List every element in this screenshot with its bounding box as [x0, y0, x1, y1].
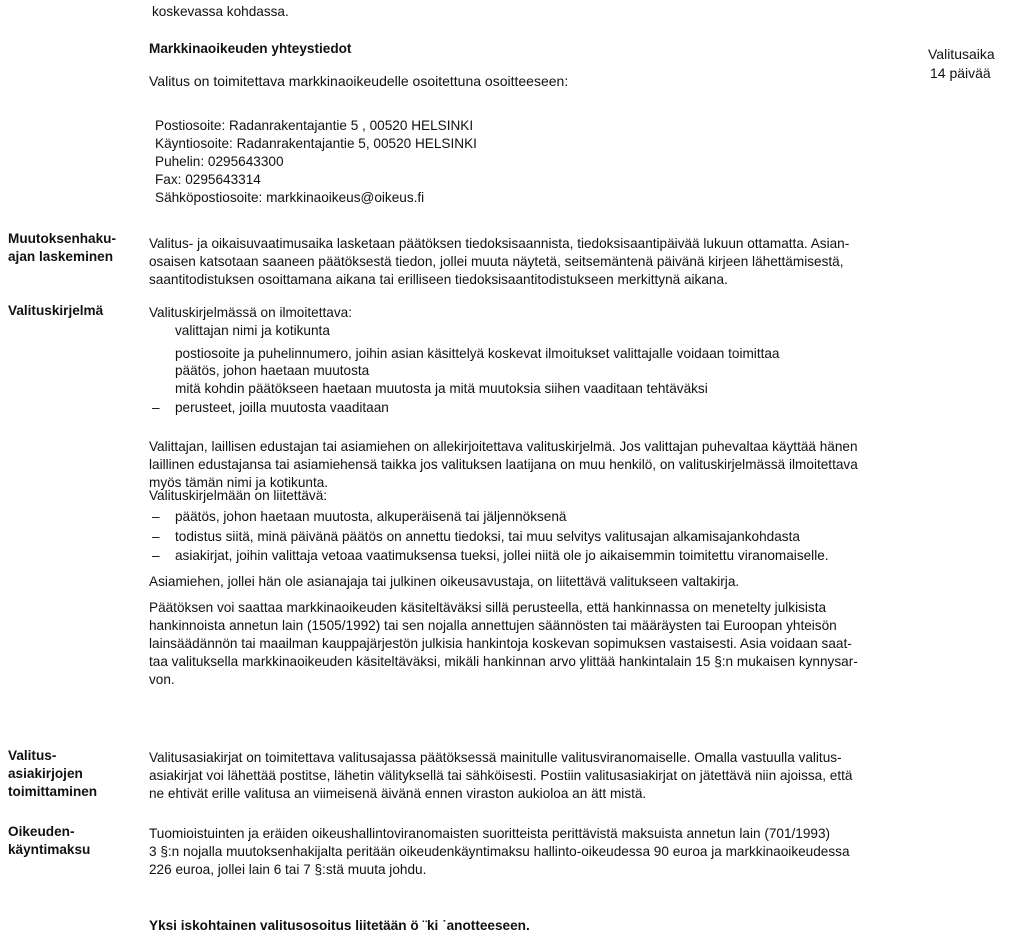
section-label-fee: Oikeuden- käyntimaksu — [8, 824, 91, 857]
list-item: perusteet, joilla muutosta vaaditaan — [175, 400, 389, 415]
attachments-intro: Valituskirjelmään on liitettävä: — [149, 488, 328, 503]
list-item: asiakirjat, joihin valittaja vetoaa vaatimuksensa tueksi, jollei niitä ole jo aikaisemmin toimitettu viranomaiselle. — [175, 548, 829, 563]
list-dash: – — [152, 400, 160, 415]
list-item: todistus siitä, minä päivänä päätös on annettu tiedoksi, tai muu selvitys valitusajan alkamisajankohdasta — [175, 529, 800, 544]
email-address: Sähköpostiosoite: markkinaoikeus@oikeus.fi — [155, 190, 425, 205]
phone-number: Puhelin: 0295643300 — [155, 154, 284, 169]
contact-heading: Markkinaoikeuden yhteystiedot — [149, 41, 352, 56]
footer-note: Yksi iskohtainen valitusosoitus liitetään ö ¨ki ˙anotteeseen. — [149, 918, 530, 933]
signature-paragraph: Valittajan, laillisen edustajan tai asiamiehen on allekirjoitettava valituskirjelmä. Jos valittajan puhevaltaa käyttää hänen laillinen edustajansa tai asiamiehensä taikka jos valituksen laatijana on muu henkilö, on valituskirjelmässä ilmoitettava myös tämän nimi ja kotikunta. — [149, 439, 858, 490]
postal-address: Postiosoite: Radanrakentajantie 5 , 00520 HELSINKI — [155, 118, 474, 133]
top-fragment-text: koskevassa kohdassa. — [152, 4, 289, 19]
delivery-paragraph: Valitusasiakirjat on toimitettava valitusajassa päätöksessä mainitulle valitusviranomaiselle. Omalla vastuulla valitus- asiakirjat voi lähettää postitse, lähetin välityksellä tai sähköisesti. Postiin valitusasiakirjat on jätettävä niin ajoissa, että ne ehtivät erille valitusa an viimeisenä äivänä ennen viraston aukioloa an ätt mistä. — [149, 750, 853, 801]
section-label-delivery: Valitus- asiakirjojen toimittaminen — [8, 748, 98, 799]
list-item: mitä kohdin päätökseen haetaan muutosta ja mitä muutoksia siihen vaaditaan tehtäväksi — [175, 381, 708, 396]
list-dash: – — [152, 509, 160, 524]
section-label-letter: Valituskirjelmä — [8, 303, 104, 318]
list-item: päätös, johon haetaan muutosta — [175, 363, 370, 378]
deadline-value: 14 päivää — [930, 65, 991, 81]
deadline-label: Valitusaika — [928, 46, 995, 62]
section-label-calc: Muutoksenhaku- ajan laskeminen — [8, 231, 116, 264]
letter-intro: Valituskirjelmässä on ilmoitettava: — [149, 305, 352, 320]
visiting-address: Käyntiosoite: Radanrakentajantie 5, 00520 HELSINKI — [155, 136, 477, 151]
list-dash: – — [152, 529, 160, 544]
fee-paragraph: Tuomioistuinten ja eräiden oikeushallintoviranomaisten suoritteista perittävistä maksuista annetun lain (701/1993) 3 §:n nojalla muutoksenhakijalta peritään oikeudenkäyntimaksu hallinto-oikeudessa 90 euroa ja markkinaoikeudessa 226 euroa, jollei lain 6 tai 7 §:stä muuta johdu. — [149, 826, 850, 877]
list-item: päätös, johon haetaan muutosta, alkuperäisenä tai jäljennöksenä — [175, 509, 567, 524]
list-item: valittajan nimi ja kotikunta — [175, 323, 330, 338]
proxy-note: Asiamiehen, jollei hän ole asianajaja tai julkinen oikeusavustaja, on liitettävä valitukseen valtakirja. — [149, 574, 740, 589]
contact-intro: Valitus on toimitettava markkinaoikeudelle osoitettuna osoitteeseen: — [149, 73, 569, 89]
fax-number: Fax: 0295643314 — [155, 172, 261, 187]
calc-paragraph: Valitus- ja oikaisuvaatimusaika lasketaan päätöksen tiedoksisaannista, tiedoksisaantipäivää lukuun ottamatta. Asian- osaisen katsotaan saaneen päätöksestä tiedon, jollei muuta näytetä, seitsemäntenä päivänä kirjeen lähettämisestä, saantitodistuksen osoittamana aikana tai erilliseen tiedoksisaantitodistukseen merkittynä aikana. — [149, 236, 850, 287]
market-court-paragraph: Päätöksen voi saattaa markkinaoikeuden käsiteltäväksi sillä perusteella, että hankinnassa on menetelty julkisista hankinnoista annetun lain (1505/1992) tai sen nojalla annettujen säännösten tai määräysten tai Euroopan yhteisön lainsäädännön tai maailman kauppajärjestön julkisia hankintoja koskevan sopimuksen vastaisesti. Asia voidaan saat- taa valituksella markkinaoikeuden käsiteltäväksi, mikäli hankinnan arvo ylittää hankintalain 15 §:n mukaisen kynnysar- von. — [149, 600, 858, 687]
list-item: postiosoite ja puhelinnumero, joihin asian käsittelyä koskevat ilmoitukset valittajalle voidaan toimittaa — [175, 346, 780, 361]
list-dash: – — [152, 548, 160, 563]
